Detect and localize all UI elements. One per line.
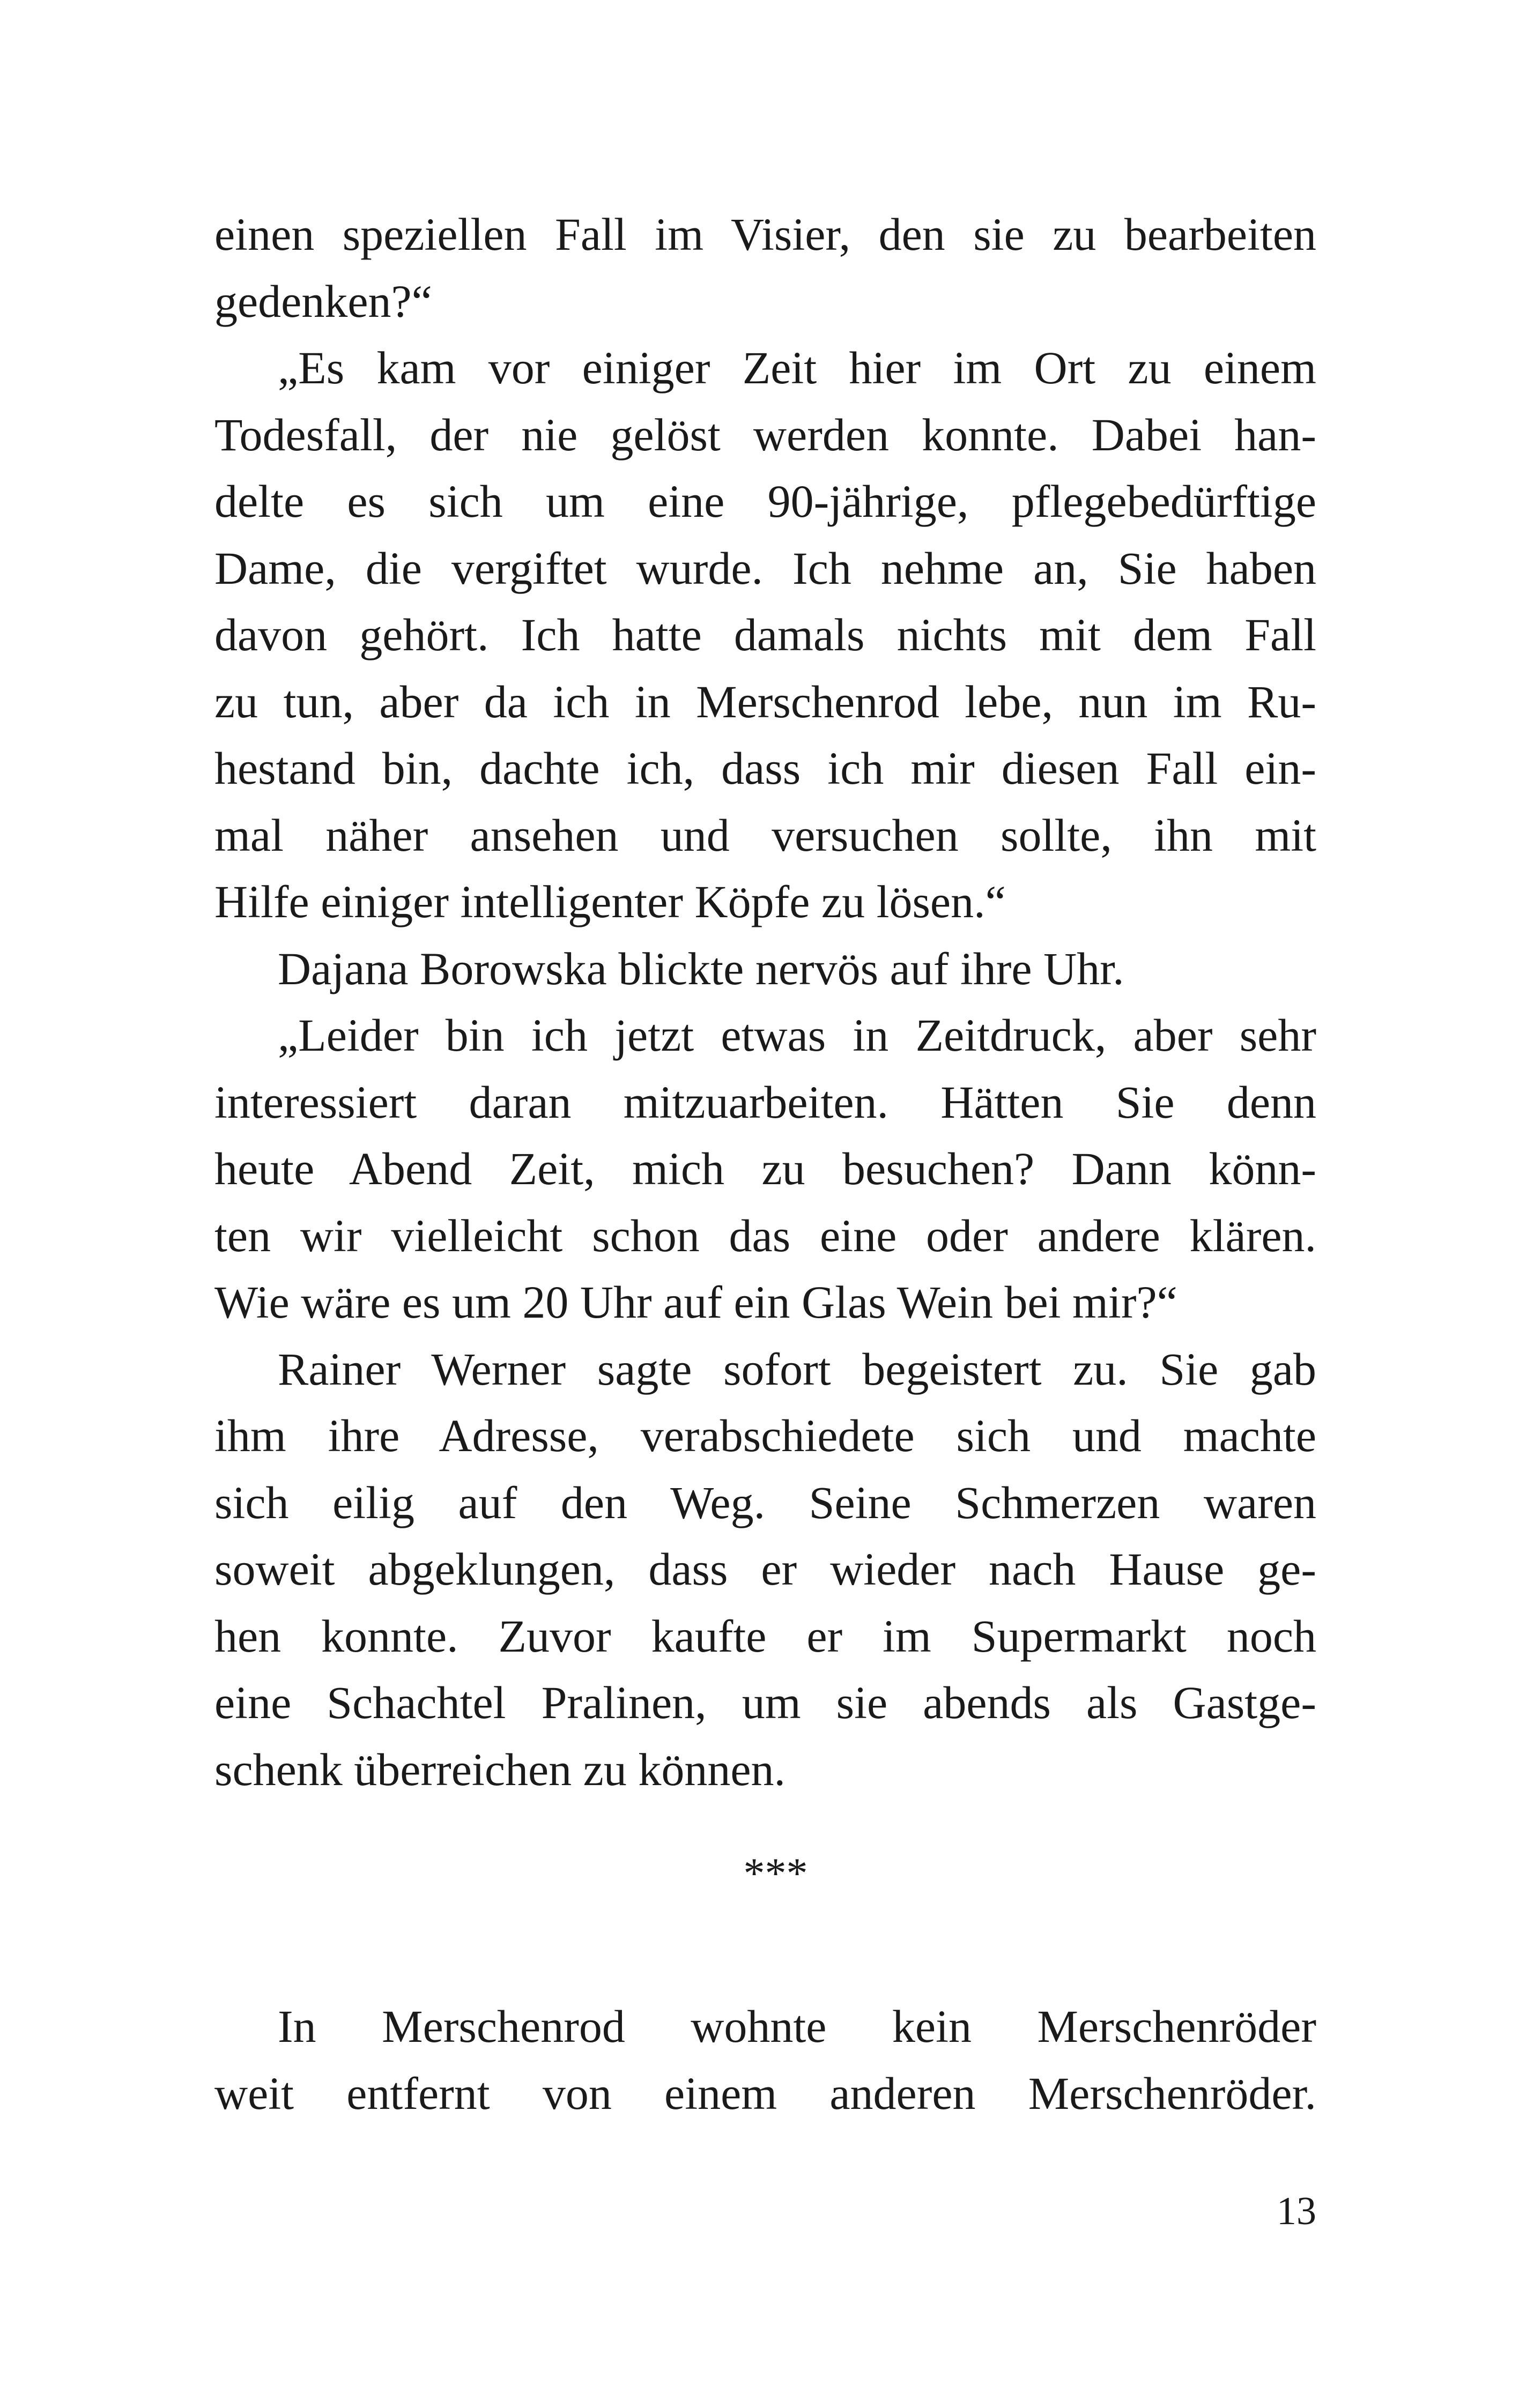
text-line: Dame, die vergiftet wurde. Ich nehme an, Sie haben — [214, 542, 1316, 594]
text-line: soweit abgeklungen, dass er wieder nach Hause ge- — [214, 1543, 1316, 1595]
text-line: zu tun, aber da ich in Merschenrod lebe, nun im Ru- — [214, 675, 1316, 727]
text-line: Wie wäre es um 20 Uhr auf ein Glas Wein bei mir?“ — [214, 1276, 1177, 1328]
text-line: delte es sich um eine 90-jährige, pflegebedürftige — [214, 475, 1316, 527]
text-line: ihm ihre Adresse, verabschiedete sich und machte — [214, 1410, 1316, 1461]
text-line: davon gehört. Ich hatte damals nichts mit dem Fall — [214, 609, 1316, 660]
text-line: sich eilig auf den Weg. Seine Schmerzen waren — [214, 1476, 1316, 1528]
text-line: einen speziellen Fall im Visier, den sie zu bearbeiten — [214, 209, 1316, 260]
text-line: „Leider bin ich jetzt etwas in Zeitdruck, aber sehr — [278, 1009, 1316, 1061]
text-line: ten wir vielleicht schon das eine oder andere klären. — [214, 1209, 1316, 1261]
text-line: „Es kam vor einiger Zeit hier im Ort zu einem — [278, 342, 1316, 393]
text-line: heute Abend Zeit, mich zu besuchen? Dann könn- — [214, 1143, 1316, 1194]
section-separator: *** — [743, 1850, 808, 1897]
text-block-main — [214, 201, 1316, 1803]
text-line: gedenken?“ — [214, 275, 432, 327]
text-line: interessiert daran mitzuarbeiten. Hätten Sie denn — [214, 1076, 1316, 1128]
text-line: Hilfe einiger intelligenter Köpfe zu lösen.“ — [214, 876, 1006, 927]
text-line: weit entfernt von einem anderen Merschenröder. — [214, 2067, 1316, 2119]
text-line: schenk überreichen zu können. — [214, 1743, 786, 1795]
text-line: hen konnte. Zuvor kaufte er im Supermarkt noch — [214, 1610, 1316, 1662]
text-line: Todesfall, der nie gelöst werden konnte. Dabei han- — [214, 408, 1316, 460]
text-line: Rainer Werner sagte sofort begeistert zu. Sie gab — [278, 1343, 1316, 1395]
text-block-new-section — [214, 1993, 1316, 2127]
page-number: 13 — [1277, 2189, 1316, 2233]
text-line: mal näher ansehen und versuchen sollte, ihn mit — [214, 809, 1316, 861]
text-line: eine Schachtel Pralinen, um sie abends als Gastge- — [214, 1677, 1316, 1728]
text-line: Dajana Borowska blickte nervös auf ihre Uhr. — [278, 942, 1124, 994]
text-line: In Merschenrod wohnte kein Merschenröder — [278, 2001, 1316, 2052]
text-line: hestand bin, dachte ich, dass ich mir diesen Fall ein- — [214, 742, 1316, 794]
